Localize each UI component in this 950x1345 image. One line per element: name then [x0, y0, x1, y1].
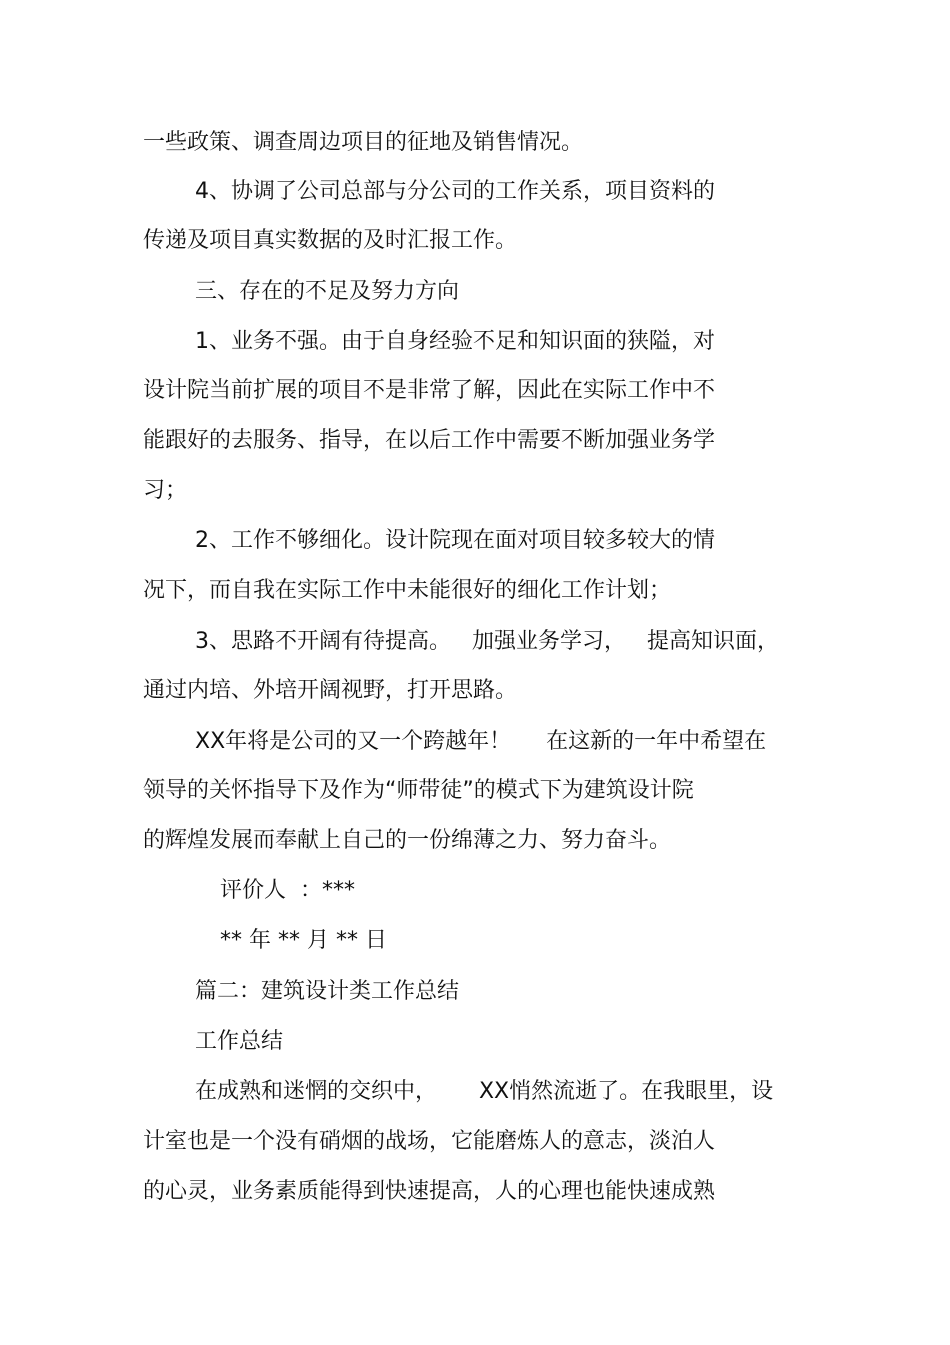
text-line: 的辉煌发展而奉献上自己的一份绵薄之力、努力奋斗。 — [143, 828, 672, 853]
text-line: 一些政策、调查周边项目的征地及销售情况。 — [143, 130, 584, 155]
text-line: 4、协调了公司总部与分公司的工作关系，项目资料的 — [195, 179, 715, 204]
text-line: XX年将是公司的又一个跨越年！ 在这新的一年中希望在 — [195, 729, 767, 754]
section-title: 工作总结 — [195, 1029, 284, 1054]
date-line: ** 年 ** 月 ** 日 — [220, 928, 387, 953]
text-line: 2、工作不够细化。设计院现在面对项目较多较大的情 — [195, 528, 715, 553]
text-line: 习； — [143, 478, 188, 503]
text-line: 3、思路不开阔有待提高。 加强业务学习， 提高知识面， — [195, 629, 779, 654]
text-line: 领导的关怀指导下及作为“师带徒”的模式下为建筑设计院 — [143, 778, 694, 803]
chapter-heading: 篇二：建筑设计类工作总结 — [195, 979, 460, 1004]
text-line: 传递及项目真实数据的及时汇报工作。 — [143, 228, 518, 253]
section-heading: 三、存在的不足及努力方向 — [195, 279, 460, 304]
text-line: 1、业务不强。由于自身经验不足和知识面的狭隘，对 — [195, 329, 715, 354]
text-line: 设计院当前扩展的项目不是非常了解，因此在实际工作中不 — [143, 378, 716, 403]
text-line: 况下，而自我在实际工作中未能很好的细化工作计划； — [143, 578, 672, 603]
evaluator-line: 评价人 ：*** — [220, 878, 355, 903]
text-line: 通过内培、外培开阔视野，打开思路。 — [143, 678, 518, 703]
text-line: 能跟好的去服务、指导，在以后工作中需要不断加强业务学 — [143, 428, 716, 453]
text-line: 的心灵，业务素质能得到快速提高，人的心理也能快速成熟 — [143, 1179, 716, 1204]
text-line: 计室也是一个没有硝烟的战场，它能磨炼人的意志，淡泊人 — [143, 1129, 716, 1154]
text-line: 在成熟和迷惘的交织中， XX悄然流逝了。在我眼里，设 — [195, 1079, 774, 1104]
